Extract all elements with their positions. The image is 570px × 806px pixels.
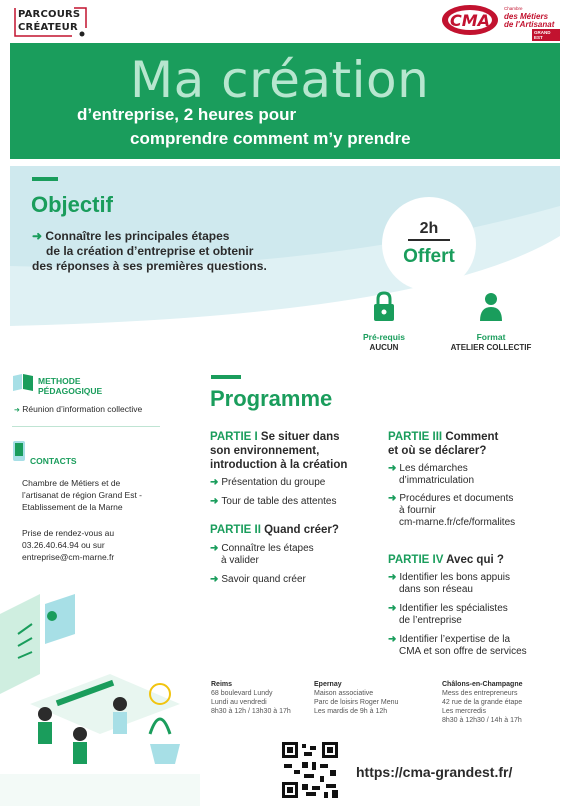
- lock-icon: [371, 290, 397, 324]
- arrow-icon: ➜: [14, 407, 20, 414]
- part-1-title: PARTIE I Se situer dans son environnement, introduction à la création: [210, 431, 348, 471]
- methode-title: METHODE PÉDAGOGIQUE: [38, 376, 103, 396]
- cma-name-line1: Chambre: [504, 6, 523, 11]
- list-item: ➜ Savoir quand créer: [210, 574, 306, 585]
- divider: [12, 426, 160, 427]
- list-item: ➜ Connaître les étapes à valider: [210, 543, 314, 566]
- badge-divider: [408, 239, 450, 241]
- list-item: ➜ Les démarches d’immatriculation: [388, 463, 475, 486]
- book-icon: [12, 372, 34, 392]
- person-icon: [478, 290, 504, 324]
- contacts-title: CONTACTS: [30, 456, 77, 466]
- programme-accent-bar: [211, 375, 241, 379]
- list-item: ➜ Présentation du groupe: [210, 477, 326, 488]
- cma-name-line2: des Métiers de l'Artisanat: [504, 12, 555, 29]
- logo-text-createur: CRÉATEUR: [18, 22, 78, 33]
- duration-value: 2h: [419, 220, 439, 237]
- arrow-icon: ➜: [32, 229, 43, 243]
- price-value: Offert: [403, 246, 455, 267]
- phone-icon: [12, 440, 26, 462]
- objectif-title: Objectif: [31, 192, 113, 217]
- subtitle-line-1: d’entreprise, 2 heures pour: [77, 105, 297, 124]
- website-link[interactable]: https://cma-grandest.fr/: [356, 764, 513, 780]
- part-4-title: PARTIE IV Avec qui ?: [388, 554, 504, 566]
- subtitle-line-2: comprendre comment m’y prendre: [130, 129, 411, 148]
- part-3-title: PARTIE III Comment et où se déclarer?: [388, 431, 499, 457]
- list-item: ➜ Identifier les spécialistes de l’entreprise: [388, 603, 508, 626]
- methode-item: ➜ Réunion d’information collective: [14, 404, 143, 414]
- contacts-organisation: Chambre de Métiers et de l’artisanat de région Grand Est - Etablissement de la Marne: [22, 478, 143, 512]
- cma-region-badge: GRAND EST: [532, 29, 560, 41]
- part-2-title: PARTIE II Quand créer?: [210, 524, 339, 536]
- address-reims: Reims 68 boulevard Lundy Lundi au vendredi 8h30 à 12h / 13h30 à 17h: [211, 681, 291, 715]
- format-value: ATELIER COLLECTIF: [450, 343, 532, 352]
- feature-format: [436, 290, 546, 352]
- title-banner: [10, 43, 560, 159]
- contacts-appointment: Prise de rendez-vous au 03.26.40.64.94 ou sur entreprise@cm-marne.fr: [22, 528, 115, 562]
- objectif-accent-bar: [32, 177, 58, 181]
- cma-logo-letters: CMA: [449, 11, 491, 30]
- meeting-illustration: [0, 594, 200, 806]
- address-epernay: Epernay Maison associative Parc de loisirs Roger Menu Les mardis de 9h à 12h: [314, 681, 399, 715]
- format-label: Format: [476, 332, 506, 342]
- cma-logo: [440, 2, 560, 38]
- main-title: Ma création: [130, 51, 430, 109]
- list-item: ➜ Identifier l’expertise de la CMA et son offre de services: [388, 634, 527, 657]
- logo-text-parcours: PARCOURS: [18, 9, 81, 20]
- address-chalons: Châlons-en-Champagne Mess des entrepreneurs 42 rue de la grande étape Les mercredis 8h30 à 12h30 / 14h à 17h: [442, 681, 523, 724]
- list-item: ➜ Procédures et documents à fournir cm-marne.fr/cfe/formalites: [388, 493, 516, 528]
- programme-title: Programme: [210, 386, 333, 411]
- prerequis-value: AUCUN: [369, 343, 399, 352]
- objectif-text: ➜ Connaître les principales étapes de la création d’entreprise et obtenir des réponses à ses premières questions.: [32, 229, 267, 273]
- feature-prerequis: [329, 290, 439, 352]
- list-item: ➜ Identifier les bons appuis dans son réseau: [388, 572, 511, 595]
- list-item: ➜ Tour de table des attentes: [210, 496, 337, 507]
- duration-price-badge: [382, 197, 476, 291]
- parcours-createur-logo: [12, 6, 90, 38]
- prerequis-label: Pré-requis: [362, 332, 406, 342]
- qr-code-icon[interactable]: [280, 740, 340, 800]
- cma-emblem-icon: [440, 2, 500, 38]
